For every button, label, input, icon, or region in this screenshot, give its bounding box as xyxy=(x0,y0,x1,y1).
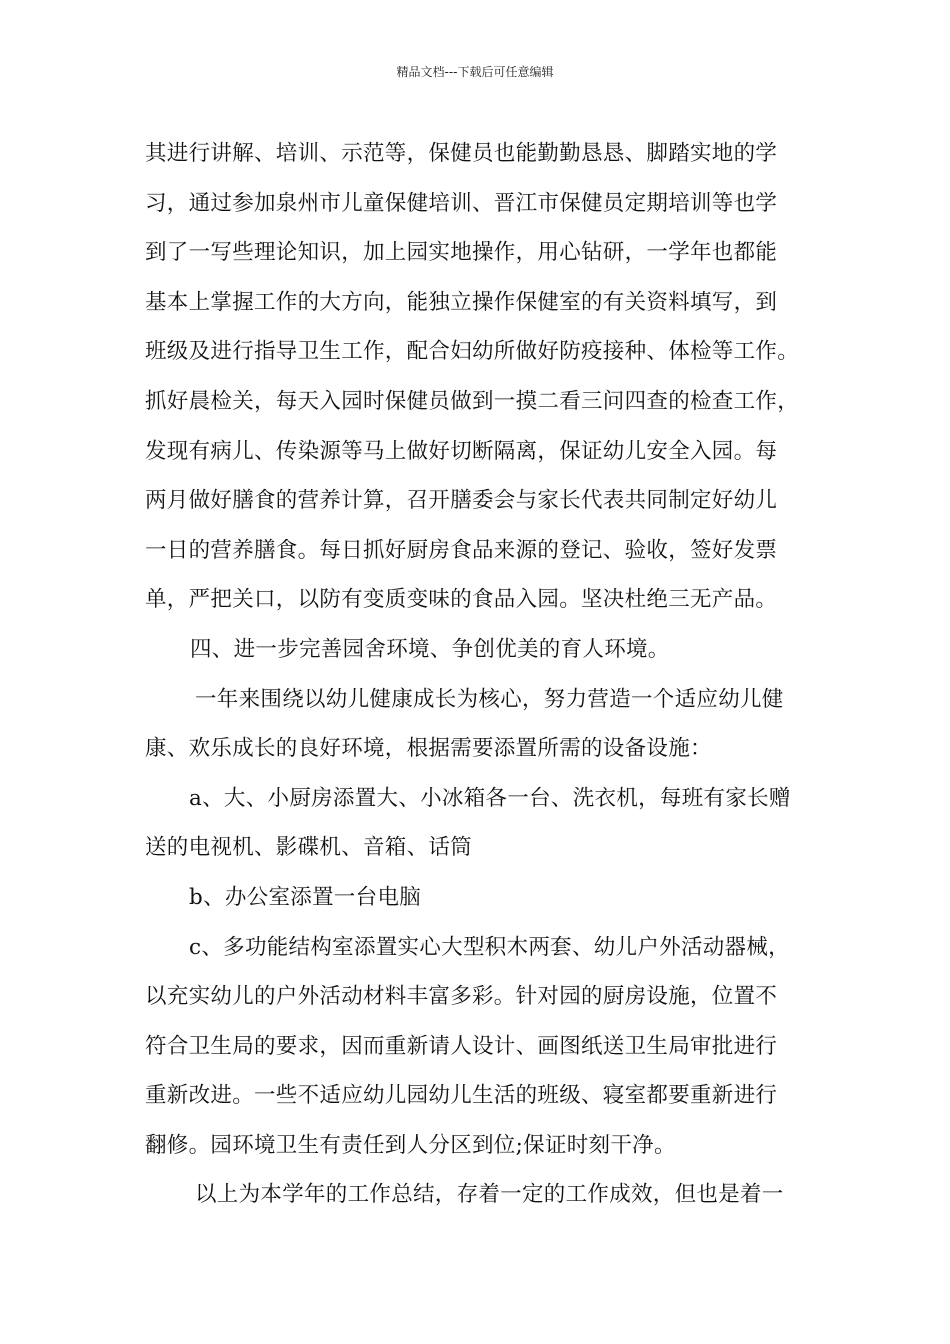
page-header: 精品文档---下载后可任意编辑 xyxy=(396,65,554,79)
text-line: 以上为本学年的工作总结，存着一定的工作成效，但也是着一 xyxy=(195,1182,784,1208)
text-line: 翻修。园环境卫生有责任到人分区到位;保证时刻干净。 xyxy=(145,1132,676,1158)
text-line: 以充实幼儿的户外活动材料丰富多彩。针对园的厨房设施，位置不 xyxy=(145,984,778,1010)
text-line: 到了一写些理论知识，加上园实地操作，用心钻研，一学年也都能 xyxy=(145,240,778,266)
text-line: 抓好晨检关，每天入园时保健员做到一摸二看三问四查的检查工作， xyxy=(145,388,800,414)
text-line: 发现有病儿、传染源等马上做好切断隔离，保证幼儿安全入园。每 xyxy=(145,438,778,464)
text-line: 符合卫生局的要求，因而重新请人设计、画图纸送卫生局审批进行 xyxy=(145,1033,778,1059)
text-line: 两月做好膳食的营养计算，召开膳委会与家长代表共同制定好幼儿 xyxy=(145,488,778,514)
text-line: 其进行讲解、培训、示范等，保健员也能勤勤恳恳、脚踏实地的学 xyxy=(145,141,778,166)
text-line: 重新改进。一些不适应幼儿园幼儿生活的班级、寝室都要重新进行 xyxy=(145,1083,778,1109)
text-line: 班级及进行指导卫生工作，配合妇幼所做好防疫接种、体检等工作。 xyxy=(145,339,800,365)
list-item-c: c、多功能结构室添置实心大型积木两套、幼儿户外活动器械， xyxy=(189,934,790,960)
text-line: 一年来围绕以幼儿健康成长为核心，努力营造一个适应幼儿健 xyxy=(195,686,784,712)
document-body xyxy=(145,129,825,1220)
text-line: 习，通过参加泉州市儿童保健培训、晋江市保健员定期培训等也学 xyxy=(145,190,778,216)
text-line: 基本上掌握工作的大方向，能独立操作保健室的有关资料填写，到 xyxy=(145,289,778,315)
section-heading: 四、进一步完善园舍环境、争创优美的育人环境。 xyxy=(190,636,670,662)
text-line: 送的电视机、影碟机、音箱、话筒 xyxy=(145,835,473,861)
list-item-b: b、办公室添置一台电脑 xyxy=(189,884,422,910)
text-line: 一日的营养膳食。每日抓好厨房食品来源的登记、验收，签好发票 xyxy=(145,537,778,563)
text-line: 单，严把关口，以防有变质变味的食品入园。坚决杜绝三无产品。 xyxy=(145,587,778,613)
list-item-a: a、大、小厨房添置大、小冰箱各一台、洗衣机，每班有家长赠 xyxy=(189,785,791,811)
text-line: 康、欢乐成长的良好环境，根据需要添置所需的设备设施： xyxy=(145,736,712,762)
